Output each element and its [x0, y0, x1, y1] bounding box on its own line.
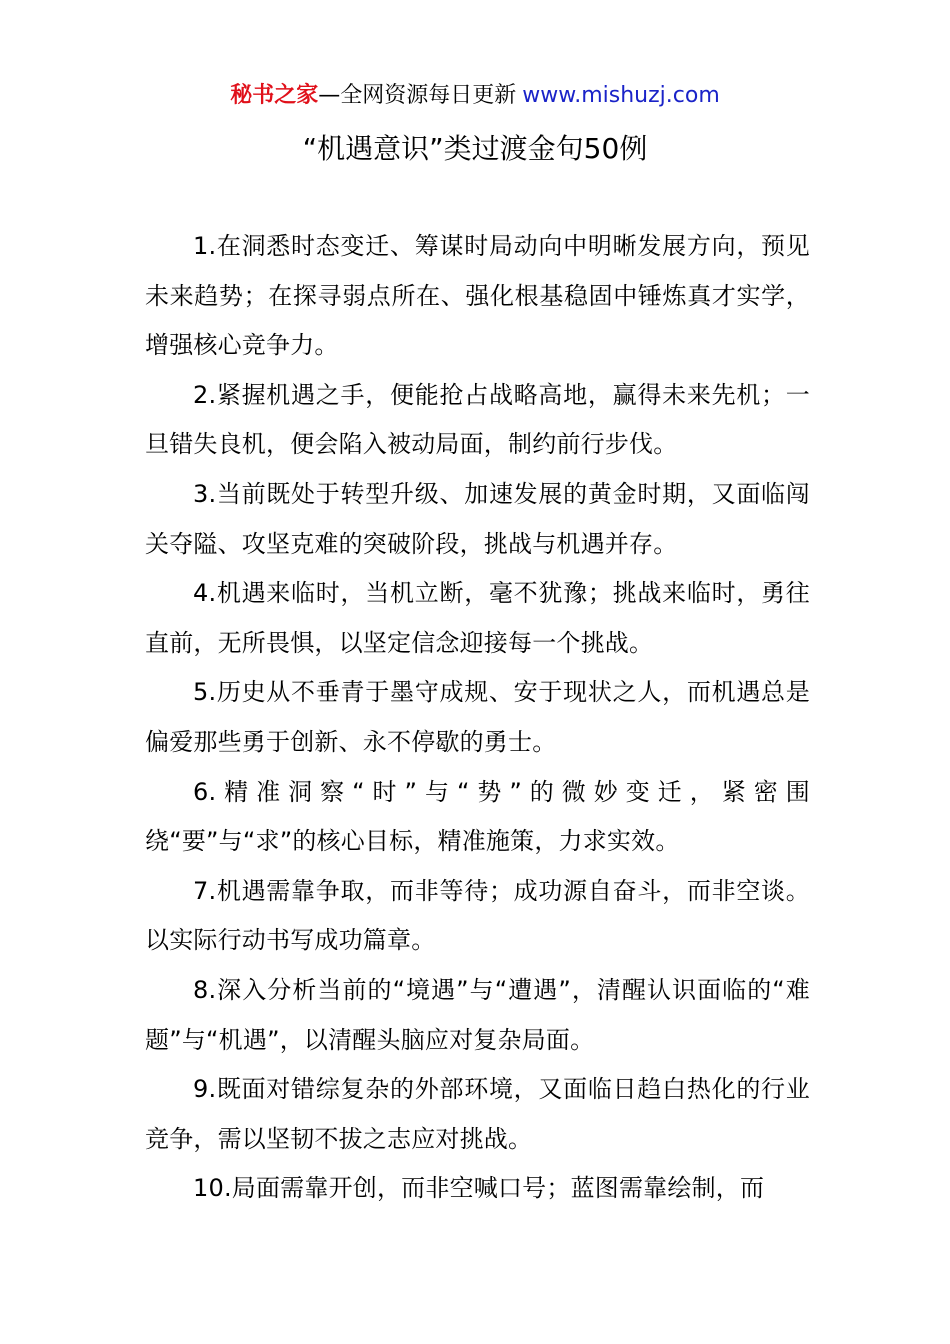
- paragraph: 2.紧握机遇之手，便能抢占战略高地，赢得未来先机；一旦错失良机，便会陷入被动局面，制约前行步伐。: [145, 380, 810, 459]
- site-url-link[interactable]: www.mishuzj.com: [522, 83, 720, 108]
- paragraph: 4.机遇来临时，当机立断，毫不犹豫；挑战来临时，勇往直前，无所畏惧，以坚定信念迎接每一个挑战。: [145, 579, 810, 657]
- paragraph: 5.历史从不垂青于墨守成规、安于现状之人，而机遇总是偏爱那些勇于创新、永不停歇的勇士。: [145, 678, 810, 756]
- site-header: [0, 80, 950, 112]
- document-title: “机遇意识”类过渡金句50例: [302, 132, 648, 165]
- brand-name: 秘书之家: [230, 83, 319, 108]
- paragraph: 3.当前既处于转型升级、加速发展的黄金时期，又面临闯关夺隘、攻坚克难的突破阶段，挑战与机遇并存。: [145, 479, 810, 558]
- header-tagline: —全网资源每日更新: [318, 83, 517, 108]
- paragraph: 8.深入分析当前的“境遇”与“遭遇”，清醒认识面临的“难题”与“机遇”，以清醒头脑应对复杂局面。: [145, 975, 810, 1054]
- paragraph: 6.精准洞察“时”与“势”的微妙变迁，紧密围绕“要”与“求”的核心目标，精准施策，力求实效。: [145, 777, 810, 856]
- paragraph: 1.在洞悉时态变迁、筹谋时局动向中明晰发展方向，预见未来趋势；在探寻弱点所在、强化根基稳固中锤炼真才实学，增强核心竞争力。: [145, 232, 810, 360]
- paragraph: 9.既面对错综复杂的外部环境，又面临日趋白热化的行业竞争，需以坚韧不拔之志应对挑战。: [145, 1075, 810, 1153]
- document-body: [145, 222, 810, 1214]
- paragraph: 10.局面需靠开创，而非空喊口号；蓝图需靠绘制，而: [193, 1174, 765, 1203]
- paragraph: 7.机遇需靠争取，而非等待；成功源自奋斗，而非空谈。以实际行动书写成功篇章。: [145, 876, 810, 955]
